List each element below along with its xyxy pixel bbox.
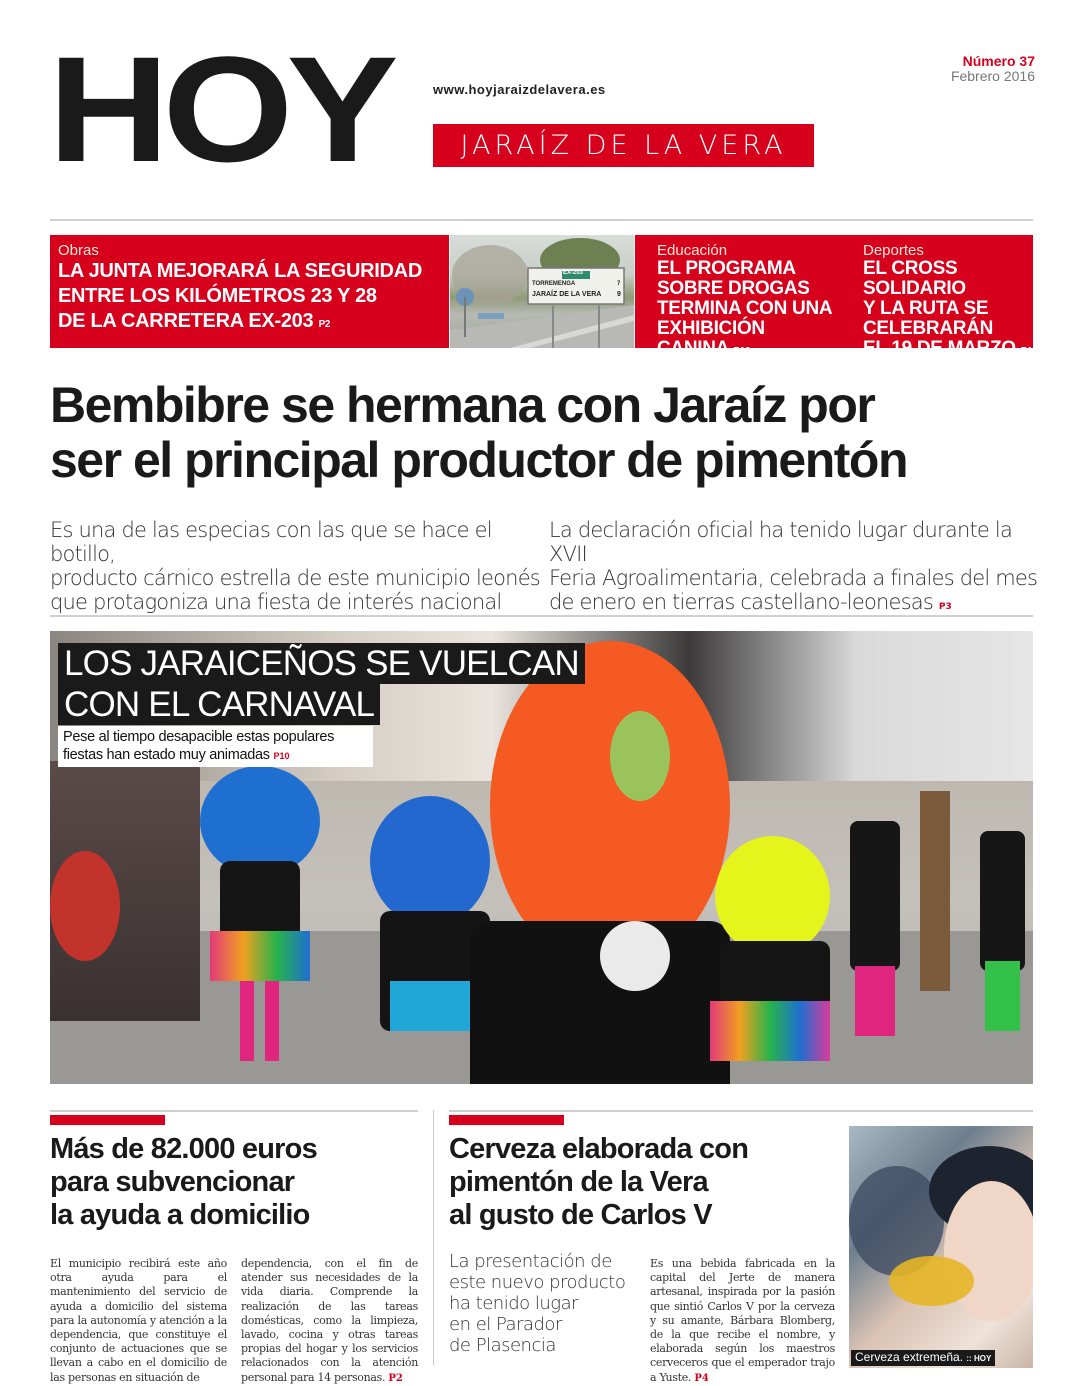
teaser-group-right	[635, 235, 1038, 359]
blurred-face	[600, 921, 670, 991]
story-beer-body: Es una bebida fabricada en la capital del Jerte de manera artesanal, inspirada por la pasión que sintió Carlos V por la cerveza y su amante, Bárbara Blomberg, de la que recibe el nombre, y elaborada según los maestros cerveceros que el emperador trajo a Yuste. P4	[650, 1257, 835, 1384]
teaser-band	[50, 235, 1038, 359]
lead-deck-left: Es una de las especias con las que se hace el botillo, producto cárnico estrella de este municipio leonés que protagoniza una fiesta de interés nacional	[50, 518, 540, 614]
page-ref: P2	[388, 1372, 403, 1384]
sign-line1: TORREMENGA	[532, 281, 576, 287]
sign-route: EX-203	[563, 270, 584, 276]
carnival-photo[interactable]	[50, 631, 1033, 1084]
page-ref: P4	[694, 1372, 709, 1384]
story-beer-headline[interactable]: Cerveza elaborada con pimentón de la Vera al gusto de Carlos V	[449, 1133, 749, 1231]
issue-number: Número 37	[962, 53, 1035, 69]
story-aid-headline[interactable]: Más de 82.000 euros para subvencionar la ayuda a domicilio	[50, 1133, 317, 1231]
teaser-educacion[interactable]: Educación EL PROGRAMA SOBRE DROGAS TERMINA CON UNA EXHIBICIÓN CANINA P13	[657, 242, 833, 359]
page-ref: P15	[1020, 346, 1038, 357]
story-beer-red-bar	[449, 1115, 564, 1125]
page-ref: P2	[318, 319, 331, 330]
beer-glass	[889, 1256, 974, 1306]
page-ref: P10	[273, 751, 290, 761]
yellow-wig-performer	[715, 836, 830, 956]
issue-date: Febrero 2016	[950, 68, 1035, 84]
photo-caption: Cerveza extremeña. :: HOY	[851, 1350, 995, 1366]
story-aid-red-bar	[50, 1115, 165, 1125]
teaser-kicker: Obras	[58, 242, 99, 259]
teaser-obras[interactable]	[50, 235, 449, 348]
photo-credit: :: HOY	[966, 1354, 992, 1363]
lead-deck-right: La declaración oficial ha tenido lugar durante la XVII Feria Agroalimentaria, celebrada a finales del mes de enero en tierras castellano-leonesas P3	[549, 518, 1038, 614]
story-beer-rule	[449, 1110, 1033, 1112]
section-divider	[50, 615, 1033, 617]
story-aid-body-col1: El municipio recibirá este año otra ayuda para el mantenimiento del servicio de ayuda a domicilio del sistema para la autonomía y atención a la dependencia, que constituye el conjunto de actuaciones que se llevan a cabo en el domicilio de las personas en situación de	[50, 1257, 227, 1384]
carnival-title: LOS JARAICEÑOS SE VUELCAN CON EL CARNAVAL	[58, 643, 585, 725]
lead-headline[interactable]: Bembibre se hermana con Jaraíz por ser el principal productor de pimentón	[50, 377, 908, 488]
edition-banner: JARAÍZ DE LA VERA	[433, 124, 814, 167]
spectator-right	[920, 791, 950, 991]
teaser-headline: LA JUNTA MEJORARÁ LA SEGURIDAD ENTRE LOS KILÓMETROS 23 Y 28 DE LA CARRETERA EX-203 P2	[58, 260, 422, 332]
website-url[interactable]: www.hoyjaraizdelavera.es	[433, 82, 606, 97]
story-aid-rule	[50, 1110, 418, 1112]
blue-wig-performer-2	[370, 796, 490, 926]
newspaper-logo: HOY	[48, 25, 392, 193]
column-divider	[433, 1110, 434, 1365]
sign-line2: JARAÍZ DE LA VERA	[532, 291, 602, 298]
beer-photo[interactable]	[849, 1126, 1033, 1368]
story-aid-body-col2: dependencia, con el fin de atender sus necesidades de la vida diaria. Comprende la realización de las tareas domésticas, como la limpieza, lavado, cocina y otras tareas propias del hogar y los servicios relacionados con la atención personal para 14 personas. P2	[241, 1257, 418, 1384]
masthead-divider	[50, 219, 1033, 221]
page-ref: P3	[938, 602, 952, 612]
sign-line1-km: 7	[617, 281, 621, 287]
spectator-red-coat	[50, 851, 120, 961]
page-ref: P13	[733, 346, 751, 357]
blue-wig-performer	[200, 766, 320, 876]
road-sign-photo	[450, 235, 634, 348]
teaser-deportes[interactable]: Deportes EL CROSS SOLIDARIO Y LA RUTA SE CELEBRARÁN EL 19 DE MARZO P15	[863, 242, 1038, 359]
carnival-subtitle: Pese al tiempo desapacible estas populares fiestas han estado muy animadas P10	[58, 726, 373, 767]
story-beer-deck: La presentación de este nuevo producto ha tenido lugar en el Parador de Plasencia	[449, 1251, 626, 1356]
performer-top-hat	[850, 821, 900, 971]
sign-line2-km: 9	[617, 291, 621, 298]
